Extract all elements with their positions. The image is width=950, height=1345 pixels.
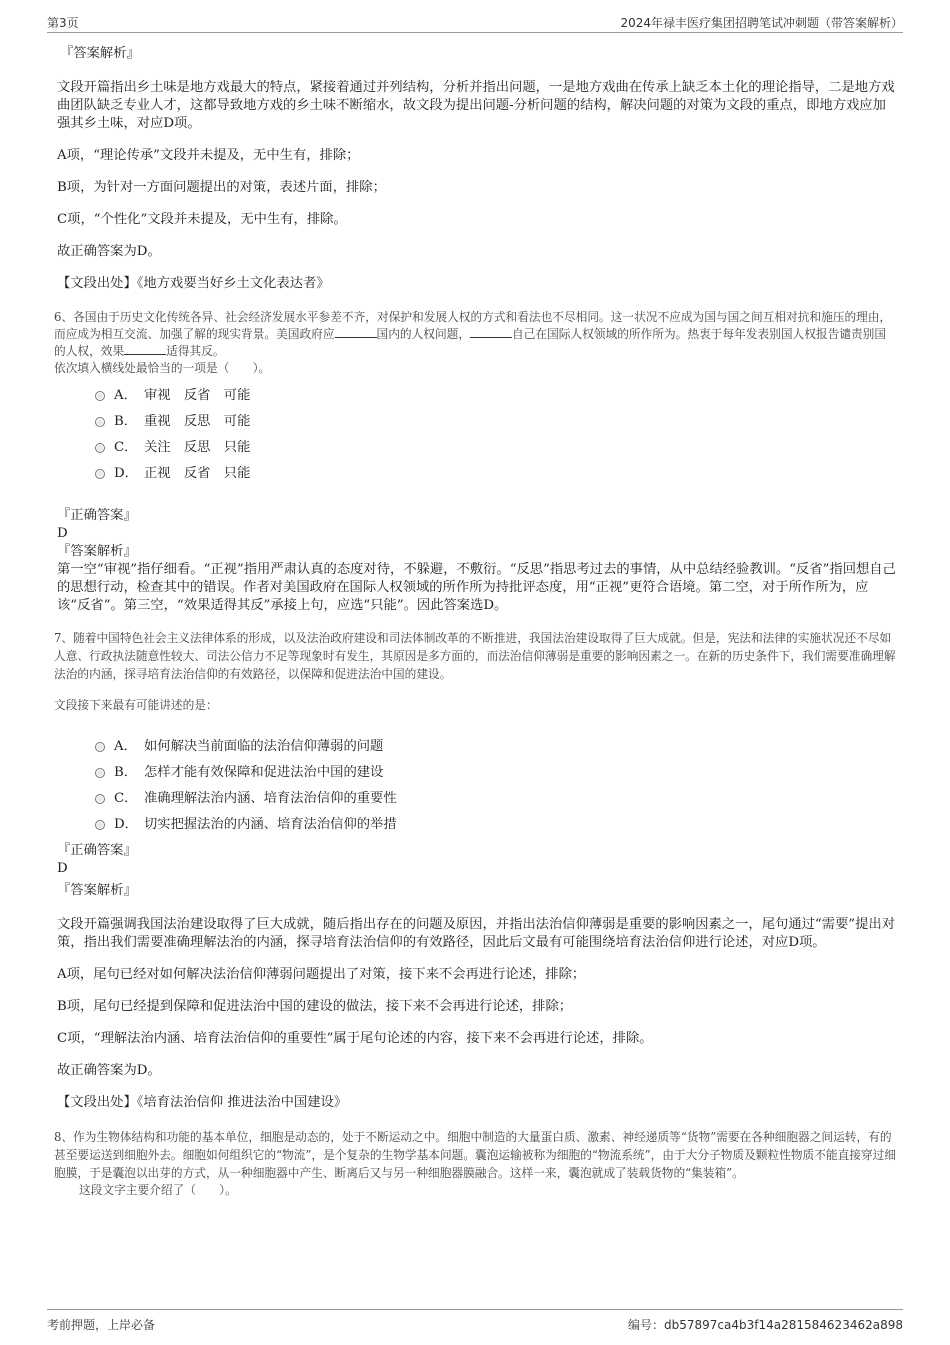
- q6-options: [95, 383, 897, 487]
- q7-option-b-note: B项，尾句已经提到保障和促进法治中国的建设的做法，接下来不会再进行论述，排除；: [57, 999, 573, 1014]
- radio-icon[interactable]: [95, 391, 105, 401]
- radio-icon[interactable]: [95, 443, 105, 453]
- radio-icon[interactable]: [95, 768, 105, 778]
- q6-blank-2: [470, 326, 512, 338]
- q5-analysis-label: 『答案解析』: [60, 46, 140, 61]
- q6-option-d[interactable]: D． 正视 反省 只能: [95, 461, 897, 487]
- q7-prompt: 文段接下来最有可能讲述的是：: [54, 698, 218, 712]
- document-id: 编号：db57897ca4b3f14a281584623462a898: [628, 1318, 903, 1332]
- q6-analysis-label: 『答案解析』: [57, 544, 137, 559]
- radio-icon[interactable]: [95, 417, 105, 427]
- q7-answer: D: [57, 861, 68, 876]
- q6-option-b[interactable]: B． 重视 反思 可能: [95, 409, 897, 435]
- footer-slogan: 考前押题，上岸必备: [47, 1318, 156, 1332]
- q8-stem: 8、作为生物体结构和功能的基本单位，细胞是动态的，处于不断运动之中。细胞中制造的大量蛋白质、激素、神经递质等“货物”需要在各种细胞器之间运转，有的甚至要运送到细胞外去。细胞如何组织它的“物流”，是个复杂的生物学基本问题。囊泡运输被称为细胞的“物流系统”，由于大分子物质及颗粒性物质不能直接穿过细胞膜，于是囊泡以出芽的方式，从一种细胞器中产生、断离后又与另一种细胞器膜融合。这样一来，囊泡就成了装载货物的“集装箱”。: [54, 1130, 897, 1180]
- document-title: 2024年禄丰医疗集团招聘笔试冲刺题（带答案解析）: [620, 16, 903, 30]
- q5-option-c-note: C项，“个性化”文段并未提及，无中生有，排除。: [57, 212, 347, 227]
- q6-blank-3: [124, 343, 166, 355]
- q7-analysis-label: 『答案解析』: [57, 883, 137, 898]
- q7-stem: 7、随着中国特色社会主义法律体系的形成，以及法治政府建设和司法体制改革的不断推进，我国法治建设取得了巨大成就。但是，宪法和法律的实施状况还不尽如人意、行政执法随意性较大、司法公信力不足等现象时有发生，其原因是多方面的，而法治信仰薄弱是重要的影响因素之一。在新的历史条件下，我们需要准确理解法治的内涵，探寻培育法治信仰的有效路径，以保障和促进法治中国的建设。: [54, 631, 896, 681]
- q7-option-a[interactable]: A． 如何解决当前面临的法治信仰薄弱的问题: [95, 734, 897, 760]
- q6-prompt: 依次填入横线处最恰当的一项是（ ）。: [54, 361, 271, 375]
- page-number: 第3页: [47, 16, 79, 30]
- radio-icon[interactable]: [95, 469, 105, 479]
- q6-blank-1: [335, 326, 377, 338]
- q5-analysis-text: 文段开篇指出乡土味是地方戏最大的特点，紧接着通过并列结构，分析并指出问题，一是地方戏曲在传承上缺乏本土化的理论指导，二是地方戏曲团队缺乏专业人才，这都导致地方戏的乡土味不断缩水，故文段为提出问题-分析问题的结构，解决问题的对策为文段的重点，即地方戏应加强其乡土味，对应D项。: [57, 80, 895, 131]
- q7-option-c[interactable]: C． 准确理解法治内涵、培育法治信仰的重要性: [95, 786, 897, 812]
- q7-option-a-note: A项，尾句已经对如何解决法治信仰薄弱问题提出了对策，接下来不会再进行论述，排除；: [57, 967, 586, 982]
- q7-answer-label: 『正确答案』: [57, 843, 137, 858]
- q7-option-c-note: C项，“理解法治内涵、培育法治信仰的重要性”属于尾句论述的内容，接下来不会再进行论述，排除。: [57, 1031, 653, 1046]
- q5-conclusion: 故正确答案为D。: [57, 244, 161, 259]
- q7-option-b[interactable]: B． 怎样才能有效保障和促进法治中国的建设: [95, 760, 897, 786]
- page-footer: [47, 1309, 903, 1334]
- q6-answer-label: 『正确答案』: [57, 508, 137, 523]
- q7-conclusion: 故正确答案为D。: [57, 1063, 161, 1078]
- q6-stem: 6、各国由于历史文化传统各异、社会经济发展水平参差不齐，对保护和发展人权的方式和看法也不尽相同。这一状况不应成为国与国之间互相对抗和施压的理由，而应成为相互交流、加强了解的现实背景。美国政府应 国内的人权问题， 自己在国际人权领域的所作所为。热衷于每年发表别国人权报告谴责别国的人权，效果 适得其反。: [54, 310, 892, 358]
- q7-option-d[interactable]: D． 切实把握法治的内涵、培育法治信仰的举措: [95, 812, 897, 838]
- q7-source: 【文段出处】《培育法治信仰 推进法治中国建设》: [57, 1095, 348, 1110]
- q7-analysis-text: 文段开篇强调我国法治建设取得了巨大成就，随后指出存在的问题及原因，并指出法治信仰薄弱是重要的影响因素之一，尾句通过“需要”提出对策，指出我们需要准确理解法治的内涵，探寻培育法治信仰的有效路径，因此后文最有可能围绕培育法治信仰进行论述，对应D项。: [57, 917, 895, 950]
- document-body: [54, 45, 897, 1199]
- q8-prompt: 这段文字主要介绍了（ ）。: [79, 1183, 237, 1197]
- q5-source: 【文段出处】《地方戏要当好乡土文化表达者》: [57, 276, 330, 291]
- q5-option-b-note: B项，为针对一方面问题提出的对策，表述片面，排除；: [57, 180, 386, 195]
- radio-icon[interactable]: [95, 794, 105, 804]
- q6-answer: D: [57, 526, 68, 541]
- q7-options: [95, 734, 897, 838]
- radio-icon[interactable]: [95, 742, 105, 752]
- radio-icon[interactable]: [95, 820, 105, 830]
- q6-option-a[interactable]: A． 审视 反省 可能: [95, 383, 897, 409]
- q5-option-a-note: A项，“理论传承”文段并未提及，无中生有，排除；: [57, 148, 360, 163]
- q6-analysis-text: 第一空“审视”指仔细看。“正视”指用严肃认真的态度对待，不躲避，不敷衍。“反思”指思考过去的事情，从中总结经验教训。“反省”指回想自己的思想行动，检查其中的错误。作者对美国政府在国际人权领域的所作所为持批评态度，用“正视”更符合语境。第二空，对于所作所为，应该“反省”。第三空，“效果适得其反”承接上句，应选“只能”。因此答案选D。: [57, 562, 896, 613]
- page-header: [47, 10, 903, 33]
- q6-option-c[interactable]: C． 关注 反思 只能: [95, 435, 897, 461]
